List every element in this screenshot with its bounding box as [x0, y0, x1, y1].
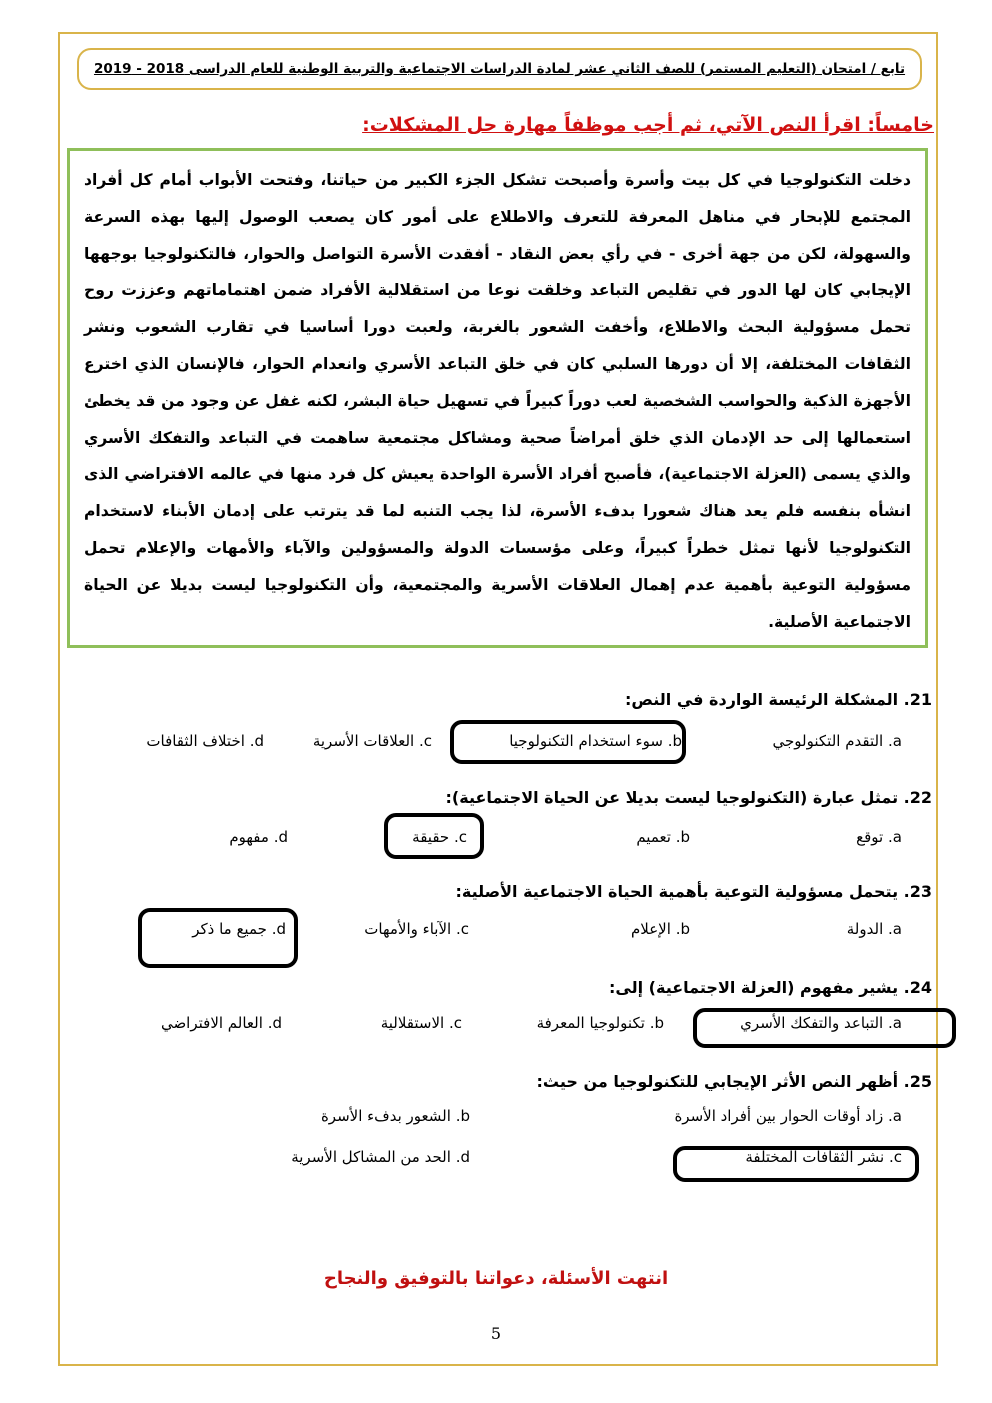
q21-option-b[interactable]: b. سوء استخدام التكنولوجيا	[509, 732, 682, 750]
q24-answer-circle	[693, 1008, 956, 1048]
section-title: خامساً: اقرأ النص الآتي، ثم أجب موظفاً مهارة حل المشكلات:	[362, 114, 934, 136]
exam-header	[77, 48, 922, 90]
q22-option-d[interactable]: d. مفهوم	[229, 828, 288, 846]
page-number: 5	[490, 1324, 502, 1343]
question-23: 23. يتحمل مسؤولية التوعية بأهمية الحياة الاجتماعية الأصلية:	[455, 882, 932, 901]
q24-option-d[interactable]: d. العالم الافتراضي	[160, 1014, 282, 1032]
q25-answer-circle	[673, 1146, 919, 1182]
q25-option-c[interactable]: c. نشر الثقافات المختلفة	[745, 1148, 902, 1166]
q21-option-d[interactable]: d. اختلاف الثقافات	[146, 732, 264, 750]
question-21: 21. المشكلة الرئيسة الواردة في النص:	[625, 690, 932, 709]
q23-option-a[interactable]: a. الدولة	[846, 920, 902, 938]
reading-passage: دخلت التكنولوجيا في كل بيت وأسرة وأصبحت تشكل الجزء الكبير من حياتنا، وفتحت الأبواب أمام كل أفراد المجتمع للإبحار في مناهل المعرفة للتعرف والاطلاع على أمور كان يصعب الوصول إليها بهذه السرعة والسهولة، لكن من جهة أخرى - في رأي بعض النقاد - أفقدت الأسرة التواصل والحوار، فالتكنولوجيا بوجهها الإيجابي كان لها الدور في تقليص التباعد وخلقت نوعا من استقلالية الأفراد ضمن اهتماماتهم وعززت روح تحمل مسؤولية البحث والاطلاع، وأخفت الشعور بالغربة، ولعبت دورا أساسيا في تقارب الشعوب ونشر الثقافات المختلفة، إلا أن دورها السلبي كان في خلق التباعد الأسري وانعدام الحوار، فالإنسان الذي اخترع الأجهزة الذكية والحواسب الشخصية لعب دوراً كبيراً في تسهيل حياة البشر، لكنه غفل عن وجود من قد يخطئ استعمالها إلى حد الإدمان الذي خلق أمراضاً صحية ومشاكل مجتمعية ساهمت في التباعد والتفكك الأسري والذي يسمى (العزلة الاجتماعية)، فأصبح أفراد الأسرة الواحدة يعيش كل فرد منها في عالمه الافتراضي الذى انشأه بنفسه فلم يعد هناك شعورا بدفء الأسرة، لذا يجب التنبه لما قد يترتب على إدمان الأبناء لاستخدام التكنولوجيا لأنها تمثل خطراً كبيراً، وعلى مؤسسات الدولة والمسؤولين والآباء والأمهات والإعلام تحمل مسؤولية التوعية بأهمية عدم إهمال العلاقات الأسرية والمجتمعية، وأن التكنولوجيا ليست بديلا عن الحياة الاجتماعية الأصلية.	[84, 171, 911, 631]
q24-option-c[interactable]: c. الاستقلالية	[380, 1014, 462, 1032]
q23-option-c[interactable]: c. الآباء والأمهات	[364, 920, 469, 938]
question-24: 24. يشير مفهوم (العزلة الاجتماعية) إلى:	[609, 978, 932, 997]
q22-option-b[interactable]: b. تعميم	[636, 828, 690, 846]
q21-answer-circle	[450, 720, 686, 764]
question-25: 25. أظهر النص الأثر الإيجابي للتكنولوجيا من حيث:	[536, 1072, 932, 1091]
q21-option-c[interactable]: c. العلاقات الأسرية	[312, 732, 432, 750]
q25-option-a[interactable]: a. زاد أوقات الحوار بين أفراد الأسرة	[674, 1107, 902, 1125]
exam-header-text: تابع / امتحان (التعليم المستمر) للصف الثاني عشر لمادة الدراسات الاجتماعية والتربية الوطنية للعام الدراسى 2018 - 2019	[93, 61, 906, 77]
q23-answer-circle	[138, 908, 298, 968]
reading-passage-box	[67, 148, 928, 648]
q24-option-a[interactable]: a. التباعد والتفكك الأسري	[740, 1014, 902, 1032]
q25-option-d[interactable]: d. الحد من المشاكل الأسرية	[291, 1148, 470, 1166]
q23-option-b[interactable]: b. الإعلام	[630, 920, 690, 938]
q25-option-b[interactable]: b. الشعور بدفء الأسرة	[320, 1107, 470, 1125]
q24-option-b[interactable]: b. تكنولوجيا المعرفة	[536, 1014, 664, 1032]
closing-message: انتهت الأسئلة، دعواتنا بالتوفيق والنجاح	[323, 1268, 669, 1289]
q22-option-c[interactable]: c. حقيقة	[412, 828, 467, 846]
q21-option-a[interactable]: a. التقدم التكنولوجي	[772, 732, 902, 750]
q22-answer-circle	[384, 813, 484, 859]
q22-option-a[interactable]: a. توقع	[856, 828, 902, 846]
question-22: 22. تمثل عبارة (التكنولوجيا ليست بديلا عن الحياة الاجتماعية):	[445, 788, 932, 807]
q23-option-d[interactable]: d. جميع ما ذكر	[192, 920, 286, 938]
